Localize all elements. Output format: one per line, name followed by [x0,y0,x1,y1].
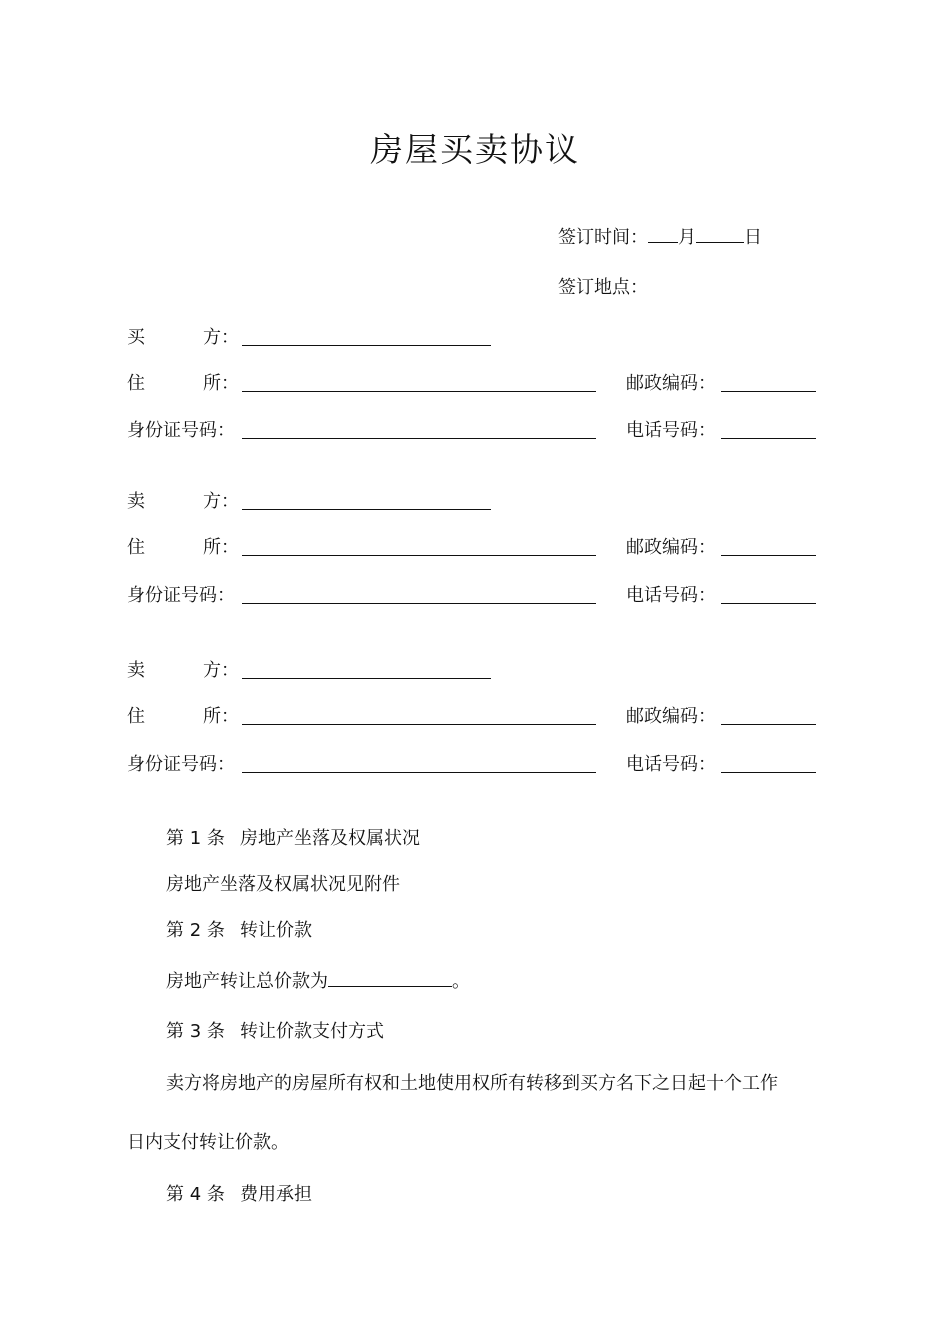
day-blank[interactable] [696,224,744,243]
signing-place [558,276,648,300]
party3-name-field[interactable] [242,678,491,679]
party3-postcode-label: 邮政编码： [626,706,716,727]
signing-place-label: 签订地点： [558,277,648,298]
article-2-text-before: 房地产转让总价款为 [166,971,328,992]
article-2-text [166,968,470,995]
party1-phone-label: 电话号码： [626,420,716,441]
day-label: 日 [744,227,762,248]
party2-postcode-label: 邮政编码： [626,537,716,558]
article-3-heading [166,1019,384,1045]
article-4-number: 第 4 条 [166,1184,225,1205]
party3-id-field[interactable] [242,772,596,773]
party1-id-row [127,418,827,444]
article-3-title: 转让价款支付方式 [240,1021,384,1042]
party1-address-label: 住 所： [127,373,239,394]
party2-role-label: 卖 方： [127,491,239,512]
party3-address-label: 住 所： [127,706,239,727]
party1-id-label: 身份证号码： [127,420,235,441]
party3-id-label: 身份证号码： [127,754,235,775]
signing-time-label: 签订时间： [558,227,648,248]
party1-postcode-field[interactable] [721,391,816,392]
article-3-text-line1: 卖方将房地产的房屋所有权和土地使用权所有转移到买方名下之日起十个工作 [166,1073,778,1094]
document-title: 房屋买卖协议 [370,130,580,169]
party2-id-field[interactable] [242,603,596,604]
month-blank[interactable] [648,224,678,243]
article-3-number: 第 3 条 [166,1021,225,1042]
party2-id-label: 身份证号码： [127,585,235,606]
party1-address-row [127,371,827,397]
month-label: 月 [678,227,696,248]
party3-address-field[interactable] [242,724,596,725]
article-1-heading [166,826,420,852]
article-1-title: 房地产坐落及权属状况 [240,828,420,849]
article-4-title: 费用承担 [240,1184,312,1205]
article-1-text: 房地产坐落及权属状况见附件 [166,874,400,895]
article-1-number: 第 1 条 [166,828,225,849]
party2-address-field[interactable] [242,555,596,556]
party3-phone-label: 电话号码： [626,754,716,775]
party2-phone-field[interactable] [721,603,816,604]
party3-role-label: 卖 方： [127,660,239,681]
article-2-number: 第 2 条 [166,920,225,941]
party3-postcode-field[interactable] [721,724,816,725]
party2-postcode-field[interactable] [721,555,816,556]
article-2-title: 转让价款 [240,920,312,941]
party3-phone-field[interactable] [721,772,816,773]
party1-role-row [127,325,827,351]
total-price-field[interactable] [328,968,452,987]
signing-time [558,224,762,250]
party3-id-row [127,752,827,778]
party1-id-field[interactable] [242,438,596,439]
article-2-heading [166,918,312,944]
article-4-heading [166,1182,312,1208]
party2-phone-label: 电话号码： [626,585,716,606]
party2-address-row [127,535,827,561]
party1-role-label: 买 方： [127,327,239,348]
article-3-text-line2: 日内支付转让价款。 [127,1132,289,1153]
party3-role-row [127,658,827,684]
party1-address-field[interactable] [242,391,596,392]
party2-role-row [127,489,827,515]
party3-address-row [127,704,827,730]
article-2-text-after: 。 [452,971,470,992]
party2-address-label: 住 所： [127,537,239,558]
party2-name-field[interactable] [242,509,491,510]
party2-id-row [127,583,827,609]
party1-phone-field[interactable] [721,438,816,439]
party1-postcode-label: 邮政编码： [626,373,716,394]
party1-name-field[interactable] [242,345,491,346]
